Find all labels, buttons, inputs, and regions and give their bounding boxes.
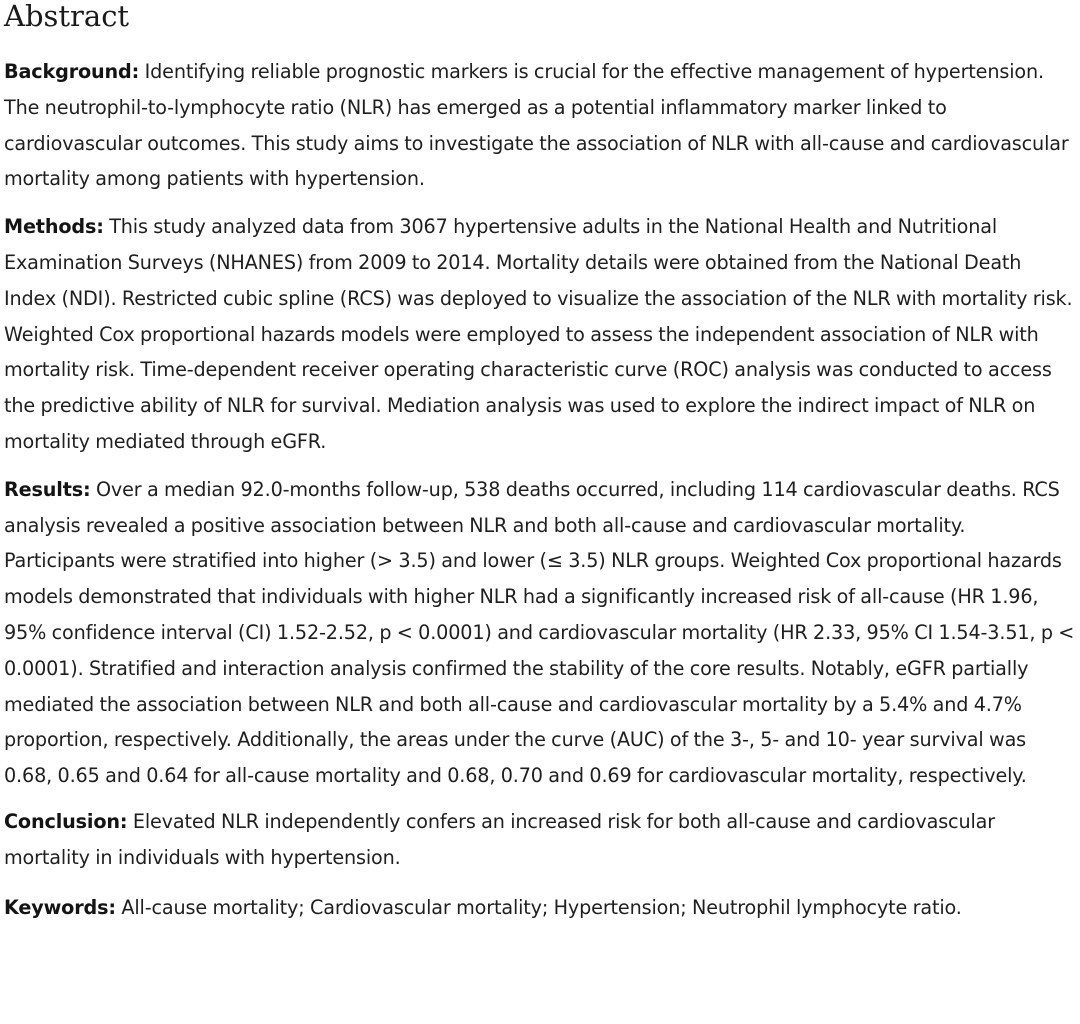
results-label: Results: [4, 477, 91, 501]
methods-text: This study analyzed data from 3067 hypertensive adults in the National Health and Nutritional Examination Surveys (NHANES) from 2009 to 2014. Mortality details were obtained from the National Death Index (NDI). Restricted cubic spline (RCS) was deployed to visualize the association of the NLR with mortality risk. Weighted Cox proportional hazards models were employed to assess the independent association of NLR with mortality risk. Time-dependent receiver operating characteristic curve (ROC) analysis was conducted to access the predictive ability of NLR for survival. Mediation analysis was used to explore the indirect impact of NLR on mortality mediated through eGFR. [4, 215, 1073, 453]
abstract-container [4, 0, 1078, 925]
results-paragraph [4, 472, 1078, 794]
conclusion-label: Conclusion: [4, 809, 128, 833]
conclusion-text: Elevated NLR independently confers an increased risk for both all-cause and cardiovascular mortality in individuals with hypertension. [4, 809, 995, 869]
methods-paragraph [4, 209, 1078, 460]
abstract-heading: Abstract [4, 0, 130, 33]
keywords-label: Keywords: [4, 895, 116, 919]
background-label: Background: [4, 60, 140, 83]
keywords-text: All-cause mortality; Cardiovascular mortality; Hypertension; Neutrophil lymphocyte ratio. [121, 895, 962, 919]
conclusion-paragraph [4, 804, 1078, 876]
results-text: Over a median 92.0-months follow-up, 538 deaths occurred, including 114 cardiovascular deaths. RCS analysis revealed a positive association between NLR and both all-cause and cardiovascular mortality. Participants were stratified into higher (> 3.5) and lower (≤ 3.5) NLR groups. Weighted Cox proportional hazards models demonstrated that individuals with higher NLR had a significantly increased risk of all-cause (HR 1.96, 95% confidence interval (CI) 1.52-2.52, p < 0.0001) and cardiovascular mortality (HR 2.33, 95% CI 1.54-3.51, p < 0.0001). Stratified and interaction analysis confirmed the stability of the core results. Notably, eGFR partially mediated the association between NLR and both all-cause and cardiovascular mortality by a 5.4% and 4.7% proportion, respectively. Additionally, the areas under the curve (AUC) of the 3-, 5- and 10- year survival was 0.68, 0.65 and 0.64 for all-cause mortality and 0.68, 0.70 and 0.69 for cardiovascular mortality, respectively. [4, 477, 1075, 788]
background-text: Identifying reliable prognostic markers is crucial for the effective management of hypertension. The neutrophil-to-lymphocyte ratio (NLR) has emerged as a potential inflammatory marker linked to cardiovascular outcomes. This study aims to investigate the association of NLR with all-cause and cardiovascular mortality among patients with hypertension. [4, 60, 1069, 191]
keywords-paragraph [4, 890, 1078, 926]
methods-label: Methods: [4, 215, 104, 239]
background-paragraph [4, 54, 1078, 197]
